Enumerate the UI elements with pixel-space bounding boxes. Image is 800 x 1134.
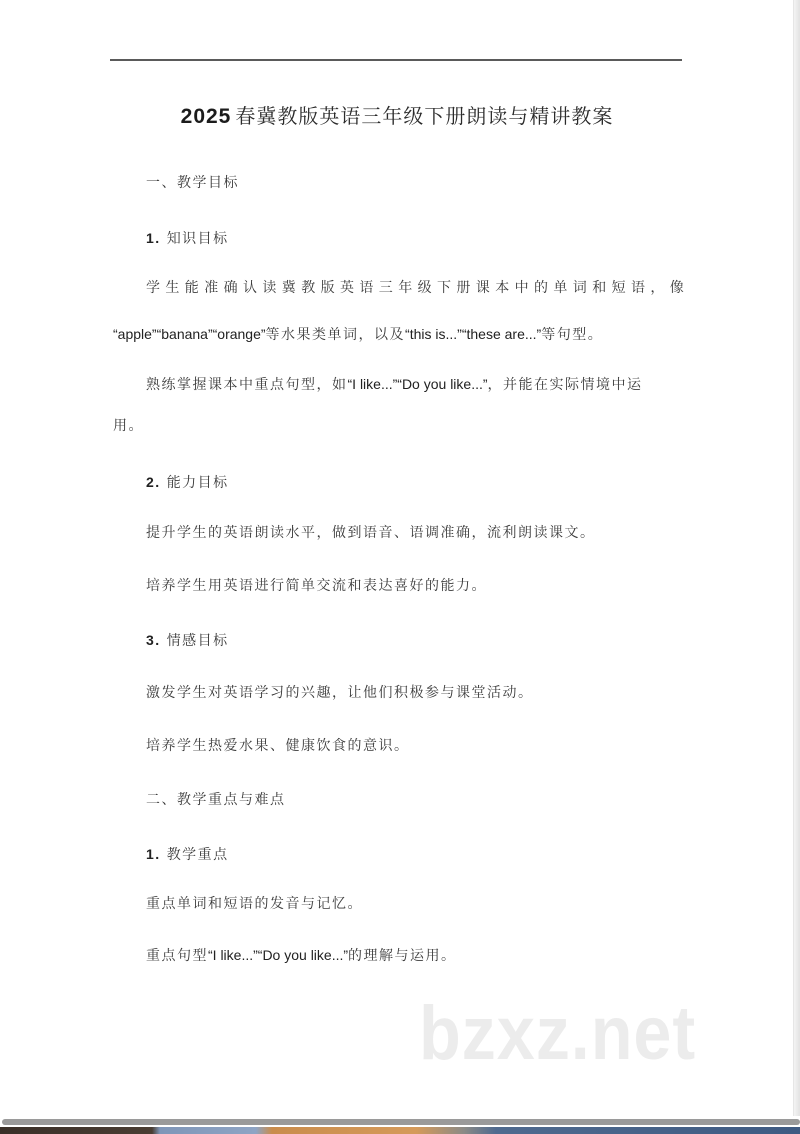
title-text: 春冀教版英语三年级下册朗读与精讲教案 — [235, 104, 614, 128]
subheading-number: 1. — [146, 230, 161, 246]
title-year: 2025 — [180, 105, 232, 128]
english-terms: “this is...”“these are...” — [405, 326, 542, 342]
paragraph-text: 重点句型 — [146, 948, 208, 964]
paragraph-text: 重点单词和短语的发音与记忆。 — [146, 896, 363, 912]
paragraph-continuation — [113, 324, 603, 344]
paragraph-continuation — [113, 415, 144, 435]
english-terms: “I like...”“Do you like...” — [208, 947, 349, 963]
paragraph — [146, 682, 534, 702]
heading-text: 一、教学目标 — [146, 175, 239, 191]
paragraph-text: 的理解与运用。 — [348, 948, 457, 964]
section-heading-objectives — [146, 172, 239, 192]
page-edge-shadow — [793, 0, 800, 1116]
subheading-emotional-goals — [146, 630, 229, 650]
paragraph-text: 激发学生对英语学习的兴趣，让他们积极参与课堂活动。 — [146, 685, 534, 701]
subheading-teaching-focus — [146, 844, 229, 864]
english-terms: “I like...”“Do you like...” — [347, 376, 488, 392]
paragraph-text: 提升学生的英语朗读水平，做到语音、语调准确，流利朗读课文。 — [146, 525, 596, 541]
subheading-ability-goals — [146, 472, 229, 492]
subheading-text: 情感目标 — [166, 633, 229, 649]
paragraph — [146, 575, 487, 595]
horizontal-scrollbar[interactable] — [2, 1119, 800, 1125]
background-image-strip — [0, 1127, 800, 1134]
section-heading-key-points — [146, 789, 286, 809]
page-title — [0, 100, 794, 129]
paragraph-text: 等水果类单词，以及 — [265, 327, 406, 343]
paragraph-text: 培养学生用英语进行简单交流和表达喜好的能力。 — [146, 578, 487, 594]
subheading-text: 教学重点 — [166, 847, 229, 863]
header-rule — [110, 59, 682, 61]
subheading-number: 3. — [146, 632, 161, 648]
watermark: bzxz.net — [418, 991, 696, 1076]
paragraph — [146, 277, 689, 297]
subheading-number: 1. — [146, 846, 161, 862]
subheading-text: 能力目标 — [166, 475, 229, 491]
subheading-number: 2. — [146, 474, 161, 490]
paragraph-text: 培养学生热爱水果、健康饮食的意识。 — [146, 738, 410, 754]
paragraph-text: 等句型。 — [541, 327, 604, 343]
paragraph — [146, 522, 596, 542]
english-terms: “apple”“banana”“orange” — [113, 326, 266, 342]
subheading-text: 知识目标 — [166, 231, 229, 247]
paragraph — [146, 374, 643, 394]
heading-text: 二、教学重点与难点 — [146, 792, 286, 808]
paragraph-text: 用。 — [113, 418, 144, 434]
subheading-knowledge-goals — [146, 228, 229, 248]
paragraph — [146, 945, 457, 965]
paragraph-text: 熟练掌握课本中重点句型，如 — [146, 377, 348, 393]
paragraph-text: 学生能准确认读冀教版英语三年级下册课本中的单词和短语，像 — [146, 280, 690, 296]
paragraph-text: ，并能在实际情境中运 — [487, 377, 643, 393]
paragraph — [146, 735, 410, 755]
paragraph — [146, 893, 363, 913]
